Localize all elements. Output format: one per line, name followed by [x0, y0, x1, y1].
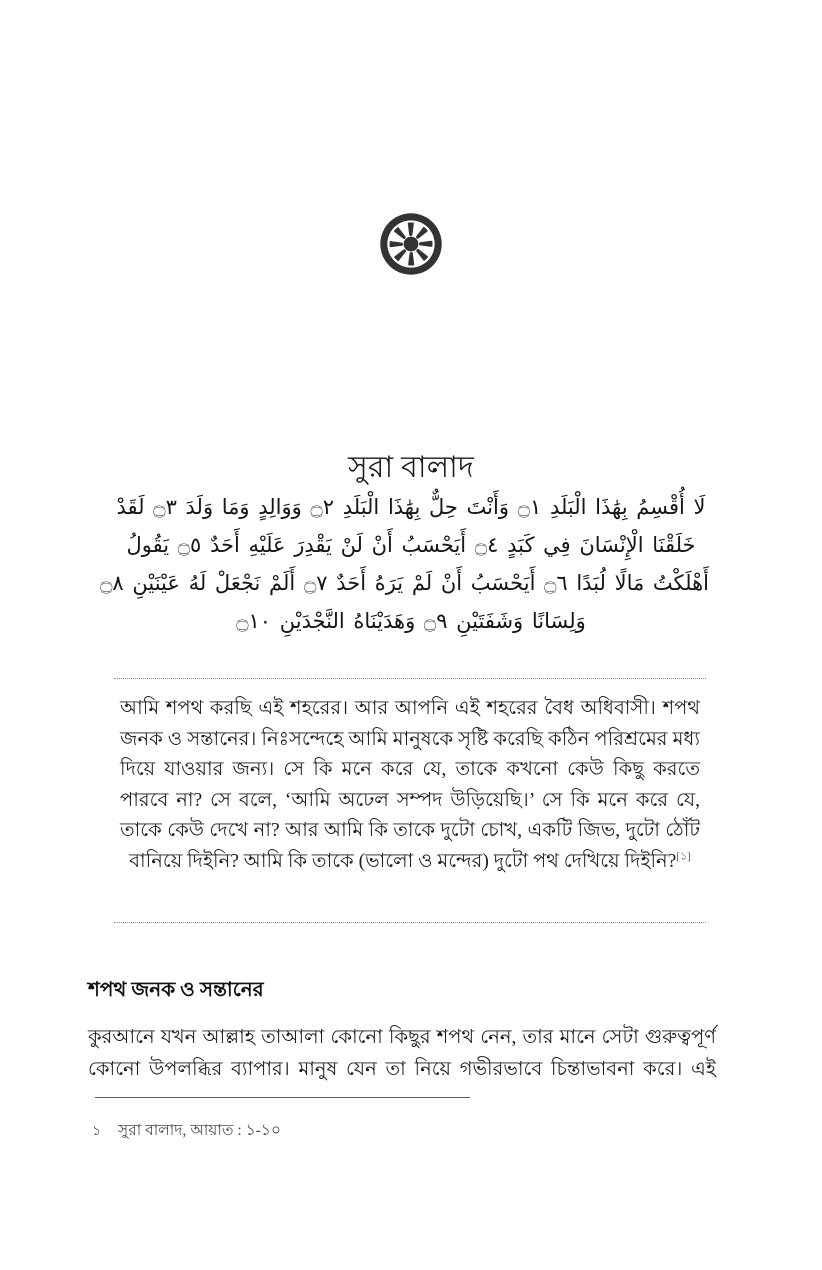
footnote-separator	[95, 1097, 470, 1098]
arabic-line: خَلَقْنَا الْإِنْسَانَ فِي كَبَدٍ ۝٤ أَيَحْسَبُ أَنْ لَنْ يَقْدِرَ عَلَيْهِ أَحَدٌ ۝٥ يَقُولُ	[126, 533, 696, 557]
ornament-container	[0, 212, 822, 276]
divider-dotted-top	[114, 678, 706, 679]
footnote-number: ১	[92, 1124, 102, 1139]
section-heading: শপথ জনক ও সন্তানের	[88, 978, 264, 1001]
translation-text: আমি শপথ করছি এই শহরের। আর আপনি এই শহরের বৈধ অধিবাসী। শপথ জনক ও সন্তানের। নিঃসন্দেহে আমি মানুষকে সৃষ্টি করেছি কঠিন পরিশ্রমের মধ্য দিয়ে যাওয়ার জন্য। সে কি মনে করে যে, তাকে কখনো কেউ কিছু করতে পারবে না? সে বলে, ‘আমি অঢেল সম্পদ উড়িয়েছি।’ সে কি মনে করে যে, তাকে কেউ দেখে না? আর আমি কি তাকে দুটো চোখ, একটি জিভ, দুটো ঠোঁট বানিয়ে দিইনি? আমি কি তাকে (ভালো ও মন্দের) দুটো পথ দেখিয়ে দিইনি?	[120, 698, 700, 872]
translation-block	[120, 694, 700, 877]
page-title: সুরা বালাদ	[348, 451, 474, 485]
arabic-line: أَهْلَكْتُ مَالًا لُبَدًا ۝٦ أَيَحْسَبُ أَنْ لَمْ يَرَهُ أَحَدٌ ۝٧ أَلَمْ نَجْعَلْ لَهُ عَيْنَيْنِ ۝٨	[100, 571, 709, 595]
rosette-flower-wheel-icon	[379, 212, 443, 276]
arabic-line: وَلِسَانًا وَشَفَتَيْنِ ۝٩ وَهَدَيْنَاهُ النَّجْدَيْنِ ۝١٠	[236, 609, 586, 633]
divider-dotted-bottom	[114, 922, 706, 923]
arabic-line: لَا أُقْسِمُ بِهَٰذَا الْبَلَدِ ۝١ وَأَنْتَ حِلٌّ بِهَٰذَا الْبَلَدِ ۝٢ وَوَالِدٍ وَمَا وَلَدَ ۝٣ لَقَدْ	[116, 495, 706, 519]
footnote	[92, 1118, 692, 1144]
arabic-verse-block	[100, 488, 709, 640]
footnote-text: সুরা বালাদ, আয়াত : ১-১০	[118, 1122, 281, 1139]
body-paragraph: কুরআনে যখন আল্লাহ তাআলা কোনো কিছুর শপথ নেন, তার মানে সেটা গুরুত্বপূর্ণ কোনো উপলব্ধির ব্যাপার। মানুষ যেন তা নিয়ে গভীরভাবে চিন্তাভাবনা করে। এই	[88, 1026, 716, 1080]
footnote-reference: [১]	[676, 850, 691, 862]
